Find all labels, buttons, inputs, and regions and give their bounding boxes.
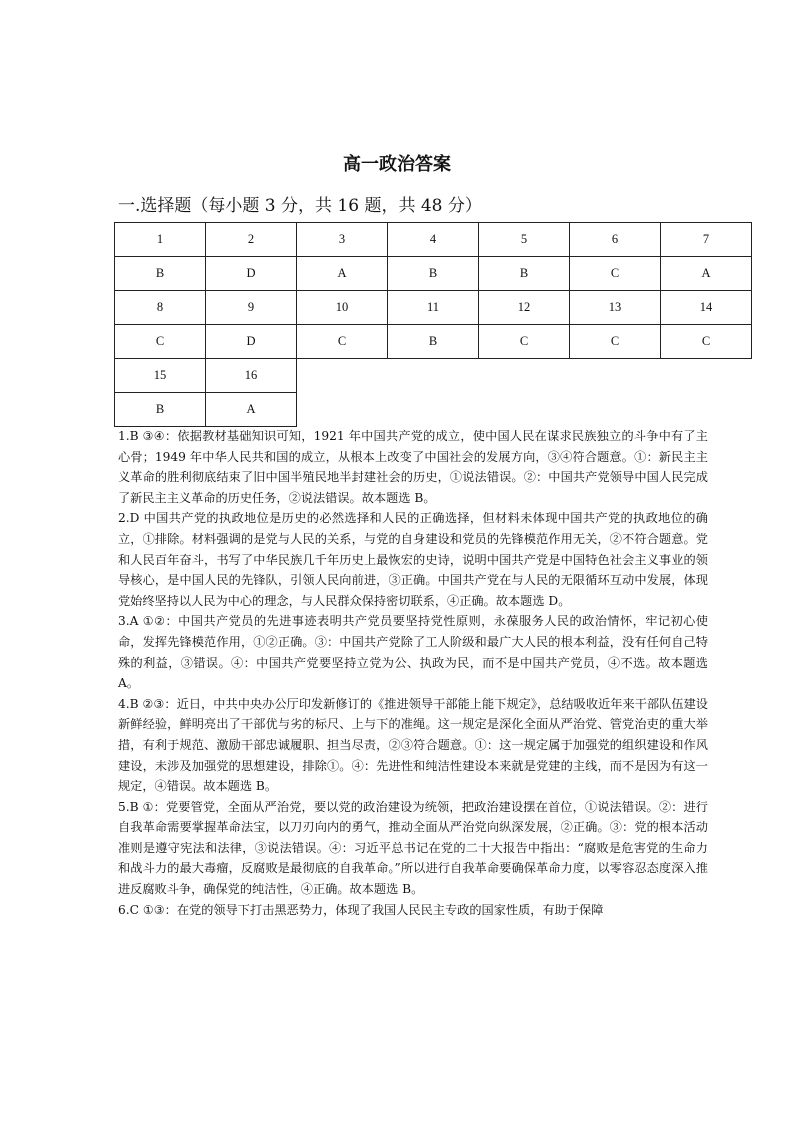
table-cell: B bbox=[479, 257, 570, 291]
table-cell: 16 bbox=[206, 359, 297, 393]
table-cell: 11 bbox=[388, 291, 479, 325]
empty-cell bbox=[479, 393, 570, 427]
table-cell: C bbox=[479, 325, 570, 359]
table-row bbox=[115, 291, 752, 325]
table-cell: B bbox=[115, 257, 206, 291]
table-cell: 3 bbox=[297, 223, 388, 257]
empty-cell bbox=[297, 359, 388, 393]
empty-cell bbox=[661, 393, 752, 427]
table-cell: 9 bbox=[206, 291, 297, 325]
empty-cell bbox=[570, 359, 661, 393]
table-cell: 15 bbox=[115, 359, 206, 393]
table-cell: 13 bbox=[570, 291, 661, 325]
table-cell: 14 bbox=[661, 291, 752, 325]
table-row bbox=[115, 223, 752, 257]
table-cell: B bbox=[388, 257, 479, 291]
table-cell: 10 bbox=[297, 291, 388, 325]
explanations bbox=[118, 426, 708, 920]
table-cell: C bbox=[570, 257, 661, 291]
table-row bbox=[115, 359, 752, 393]
table-cell: C bbox=[570, 325, 661, 359]
empty-cell bbox=[570, 393, 661, 427]
table-cell: B bbox=[388, 325, 479, 359]
explanation-paragraph: 4.B ②③：近日，中共中央办公厅印发新修订的《推进领导干部能上能下规定》，总结吸收近年来干部队伍建设新鲜经验，鲜明亮出了干部优与劣的标尺、上与下的准绳。这一规定是深化全面从严治党、管党治吏的重大举措，有利于规范、激励干部忠诚履职、担当尽责，②③符合题意。①：这一规定属于加强党的组织建设和作风建设，未涉及加强党的思想建设，排除①。④：先进性和纯洁性建设本来就是党建的主线，而不是因为有这一规定，④错误。故本题选 B。 bbox=[118, 696, 708, 794]
table-row bbox=[115, 257, 752, 291]
empty-cell bbox=[388, 359, 479, 393]
table-cell: A bbox=[206, 393, 297, 427]
answer-table bbox=[114, 222, 752, 427]
page-title: 高一政治答案 bbox=[343, 154, 451, 175]
table-cell: 5 bbox=[479, 223, 570, 257]
table-cell: 2 bbox=[206, 223, 297, 257]
table-cell: C bbox=[661, 325, 752, 359]
table-cell: B bbox=[115, 393, 206, 427]
table-cell: A bbox=[661, 257, 752, 291]
table-cell: 4 bbox=[388, 223, 479, 257]
explanation-paragraph: 1.B ③④：依据教材基础知识可知，1921 年中国共产党的成立，使中国人民在谋求民族独立的斗争中有了主心骨；1949 年中华人民共和国的成立，从根本上改变了中国社会的发展方向，③④符合题意。①：新民主主义革命的胜利彻底结束了旧中国半殖民地半封建社会的历史，①说法错误。②：中国共产党领导中国人民完成了新民主主义革命的历史任务，②说法错误。故本题选 B。 bbox=[118, 429, 708, 505]
table-cell: A bbox=[297, 257, 388, 291]
explanation-paragraph: 6.C ①③：在党的领导下打击黑恶势力，体现了我国人民民主专政的国家性质，有助于保障 bbox=[118, 902, 604, 917]
empty-cell bbox=[661, 359, 752, 393]
table-cell: D bbox=[206, 325, 297, 359]
table-cell: C bbox=[297, 325, 388, 359]
empty-cell bbox=[388, 393, 479, 427]
table-cell: 7 bbox=[661, 223, 752, 257]
explanation-paragraph: 5.B ①：党要管党，全面从严治党，要以党的政治建设为统领，把政治建设摆在首位，①说法错误。②：进行自我革命需要掌握革命法宝，以刀刃向内的勇气，推动全面从严治党向纵深发展，②正确。③：党的根本活动准则是遵守宪法和法律，③说法错误。④：习近平总书记在党的二十大报告中指出：“腐败是危害党的生命力和战斗力的最大毒瘤，反腐败是最彻底的自我革命。”所以进行自我革命要确保革命力度，以零容忍态度深入推进反腐败斗争，确保党的纯洁性，④正确。故本题选 B。 bbox=[118, 799, 708, 897]
table-cell: 12 bbox=[479, 291, 570, 325]
table-cell: 8 bbox=[115, 291, 206, 325]
section-heading: 一.选择题（每小题 3 分，共 16 题，共 48 分） bbox=[118, 196, 482, 216]
empty-cell bbox=[297, 393, 388, 427]
table-row bbox=[115, 325, 752, 359]
table-cell: 6 bbox=[570, 223, 661, 257]
table-cell: D bbox=[206, 257, 297, 291]
empty-cell bbox=[479, 359, 570, 393]
table-cell: 1 bbox=[115, 223, 206, 257]
explanation-paragraph: 2.D 中国共产党的执政地位是历史的必然选择和人民的正确选择，但材料未体现中国共产党的执政地位的确立，①排除。材料强调的是党与人民的关系，与党的自身建设和党员的先锋模范作用无关，②不符合题意。党和人民百年奋斗，书写了中华民族几千年历史上最恢宏的史诗，说明中国共产党是中国特色社会主义事业的领导核心，是中国人民的先锋队，引领人民向前进，③正确。中国共产党在与人民的无限循环互动中发展，体现党始终坚持以人民为中心的理念，与人民群众保持密切联系，④正确。故本题选 D。 bbox=[118, 511, 708, 608]
table-cell: C bbox=[115, 325, 206, 359]
table-row bbox=[115, 393, 752, 427]
explanation-paragraph: 3.A ①②：中国共产党员的先进事迹表明共产党员要坚持党性原则，永葆服务人民的政治情怀，牢记初心使命，发挥先锋模范作用，①②正确。③：中国共产党除了工人阶级和最广大人民的根本利益，没有任何自己特殊的利益，③错误。④：中国共产党要坚持立党为公、执政为民，而不是中国共产党员，④不选。故本题选 A。 bbox=[118, 614, 708, 691]
